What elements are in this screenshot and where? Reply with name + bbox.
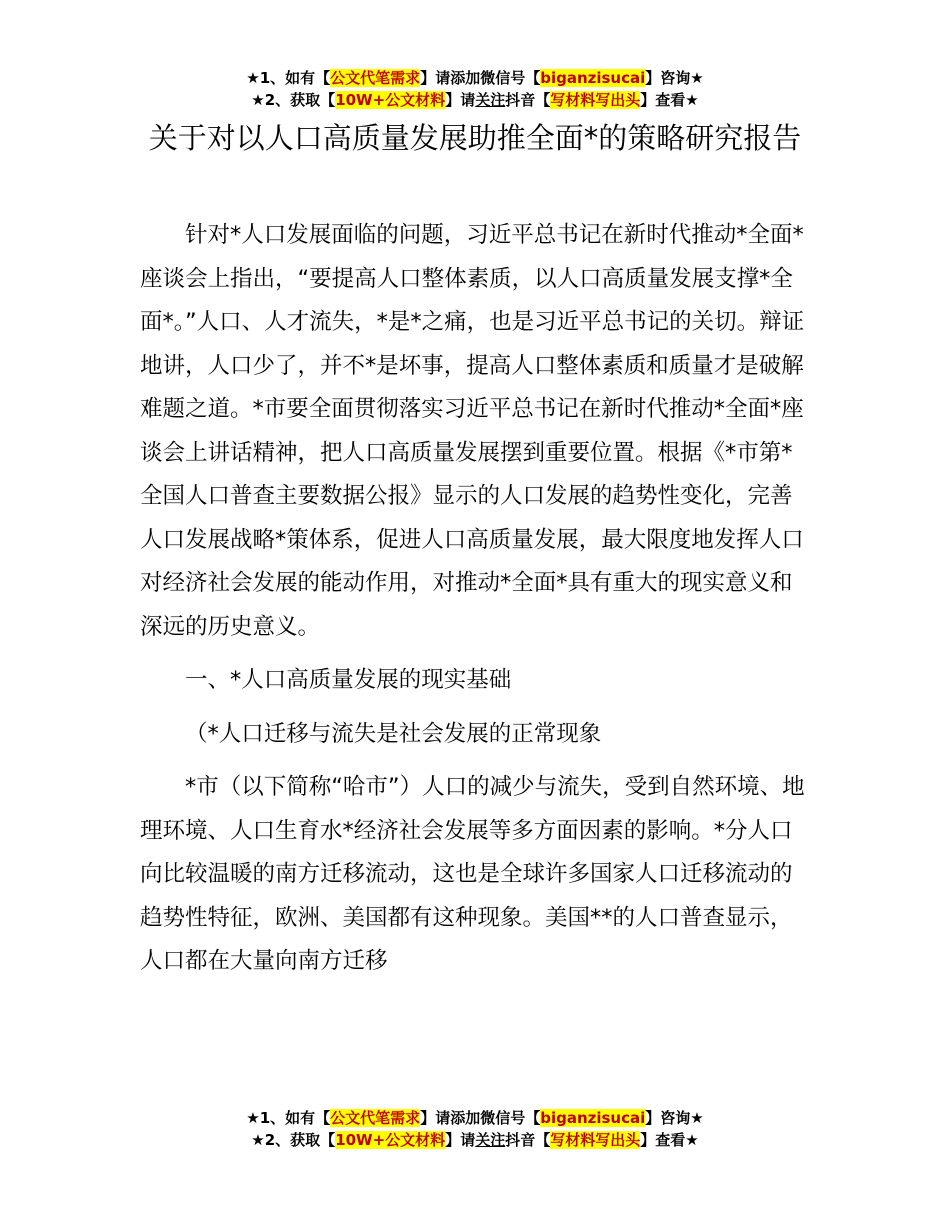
promo-text: 】查看★ — [640, 1131, 699, 1149]
promo-banner-top — [0, 67, 950, 111]
promo-text: 】请 — [445, 1131, 476, 1149]
promo-highlight: 10W+公文材料 — [335, 91, 446, 109]
promo-line-2 — [0, 89, 950, 111]
subsection-heading: （*人口迁移与流失是社会发展的正常现象 — [185, 720, 602, 747]
promo-text: ★2、获取【 — [251, 91, 336, 109]
promo-underlined-text: 关注 — [475, 1131, 506, 1149]
promo-text: 】请 — [445, 91, 476, 109]
promo-underlined-text: 关注 — [475, 91, 506, 109]
douyin-account-highlight: 写材料写出头 — [550, 91, 641, 109]
promo-text: 】咨询★ — [645, 1109, 704, 1127]
promo-highlight: 10W+公文材料 — [335, 1131, 446, 1149]
promo-line-1 — [0, 67, 950, 89]
promo-text: 】咨询★ — [645, 69, 704, 87]
section-heading: 一、*人口高质量发展的现实基础 — [185, 667, 512, 693]
wechat-id-highlight: biganzisucai — [540, 69, 646, 87]
promo-text: ★1、如有【 — [246, 1109, 331, 1127]
promo-line-1 — [0, 1107, 950, 1129]
body-paragraph: 针对*人口发展面临的问题，习近平总书记在新时代推动*全面*座谈会上指出，“要提高人口整体素质，以人口高质量发展支撑*全面*。”人口、人才流失，*是*之痛，也是习近平总书记的关切。辩证地讲，人口少了，并不*是坏事，提高人口整体素质和质量才是破解难题之道。*市要全面贯彻落实习近平总书记在新时代推动*全面*座谈会上讲话精神，把人口高质量发展摆到重要位置。根据《*市第*全国人口普查主要数据公报》显示的人口发展的趋势性变化，完善人口发展战略*策体系，促进人口高质量发展，最大限度地发挥人口对经济社会发展的能动作用，对推动*全面*具有重大的现实意义和深远的历史意义。 — [140, 222, 805, 640]
promo-text: 抖音【 — [505, 91, 551, 109]
promo-text: 】查看★ — [640, 91, 699, 109]
promo-text: 】请添加微信号【 — [420, 1109, 541, 1127]
promo-highlight: 公文代笔需求 — [330, 1109, 421, 1127]
promo-line-2 — [0, 1129, 950, 1151]
document-body — [140, 214, 810, 984]
promo-banner-bottom — [0, 1107, 950, 1151]
douyin-account-highlight: 写材料写出头 — [550, 1131, 641, 1149]
promo-text: 抖音【 — [505, 1131, 551, 1149]
promo-highlight: 公文代笔需求 — [330, 69, 421, 87]
promo-text: ★1、如有【 — [246, 69, 331, 87]
promo-text: 】请添加微信号【 — [420, 69, 541, 87]
document-title: 关于对以人口高质量发展助推全面*的策略研究报告 — [148, 121, 802, 155]
promo-text: ★2、获取【 — [251, 1131, 336, 1149]
wechat-id-highlight: biganzisucai — [540, 1109, 646, 1127]
body-paragraph: *市（以下简称“哈市”）人口的减少与流失，受到自然环境、地理环境、人口生育水*经济社会发展等多方面因素的影响。*分人口向比较温暖的南方迁移流动，这也是全球许多国家人口迁移流动的趋势性特征，欧洲、美国都有这种现象。美国**的人口普查显示，人口都在大量向南方迁移 — [140, 774, 805, 974]
